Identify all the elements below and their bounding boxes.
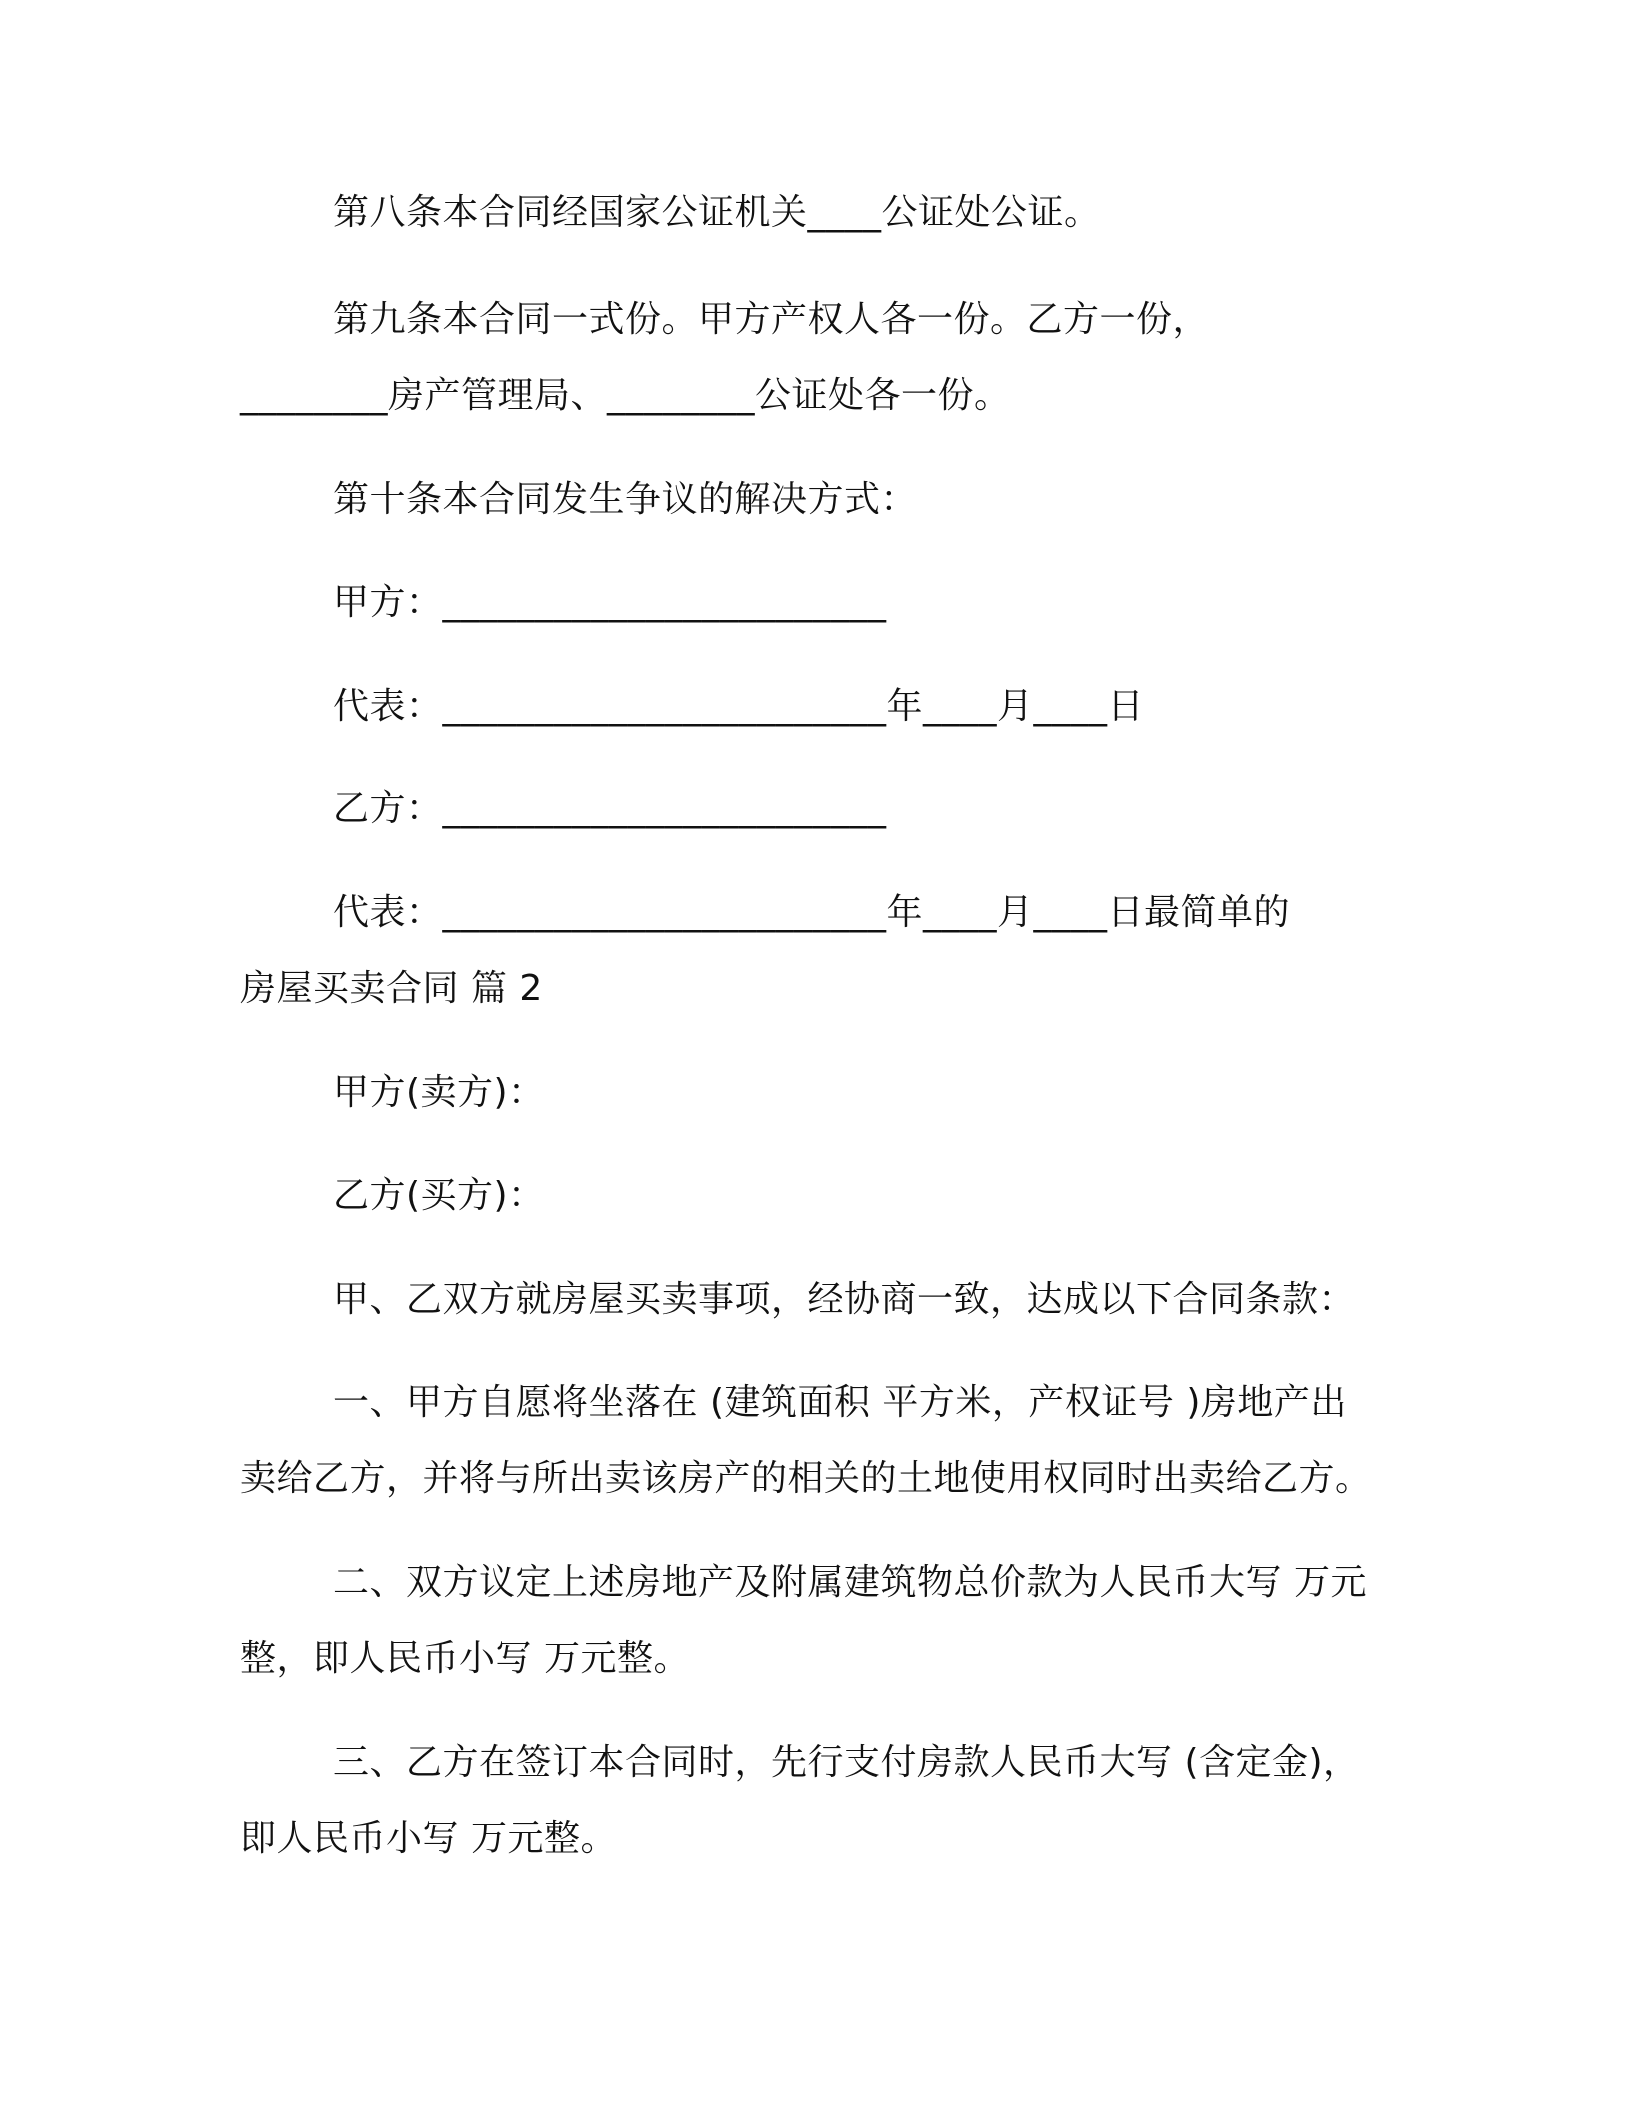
article-1-line-1: 一、甲方自愿将坐落在 (建筑面积 平方米，产权证号 )房地产出 — [333, 1382, 1347, 1423]
preamble: 甲、乙双方就房屋买卖事项，经协商一致，达成以下合同条款： — [333, 1279, 1356, 1320]
section-title: 房屋买卖合同 篇 2 — [240, 968, 543, 1009]
clause-9-line-1: 第九条本合同一式份。甲方产权人各一份。乙方一份， — [333, 299, 1210, 340]
seller-label: 甲方(卖方)： — [333, 1072, 545, 1113]
article-3-line-2: 即人民币小写 万元整。 — [240, 1818, 617, 1859]
article-1-line-2: 卖给乙方，并将与所出卖该房产的相关的土地使用权同时出卖给乙方。 — [240, 1458, 1372, 1499]
party-a-signature: 甲方：________________________ — [333, 582, 887, 623]
party-b-representative: 代表：________________________年____月____日最简单的 — [333, 892, 1291, 933]
buyer-label: 乙方(买方)： — [333, 1175, 545, 1216]
party-a-representative: 代表：________________________年____月____日 — [333, 686, 1145, 727]
clause-9-line-2: ________房产管理局、________公证处各一份。 — [240, 375, 1011, 416]
clause-10: 第十条本合同发生争议的解决方式： — [333, 479, 918, 520]
article-3-line-1: 三、乙方在签订本合同时，先行支付房款人民币大写 (含定金)， — [333, 1742, 1360, 1783]
article-2-line-2: 整，即人民币小写 万元整。 — [240, 1638, 690, 1679]
article-2-line-1: 二、双方议定上述房地产及附属建筑物总价款为人民币大写 万元 — [333, 1562, 1367, 1603]
clause-8: 第八条本合同经国家公证机关____公证处公证。 — [333, 192, 1101, 233]
party-b-signature: 乙方：________________________ — [333, 788, 887, 829]
